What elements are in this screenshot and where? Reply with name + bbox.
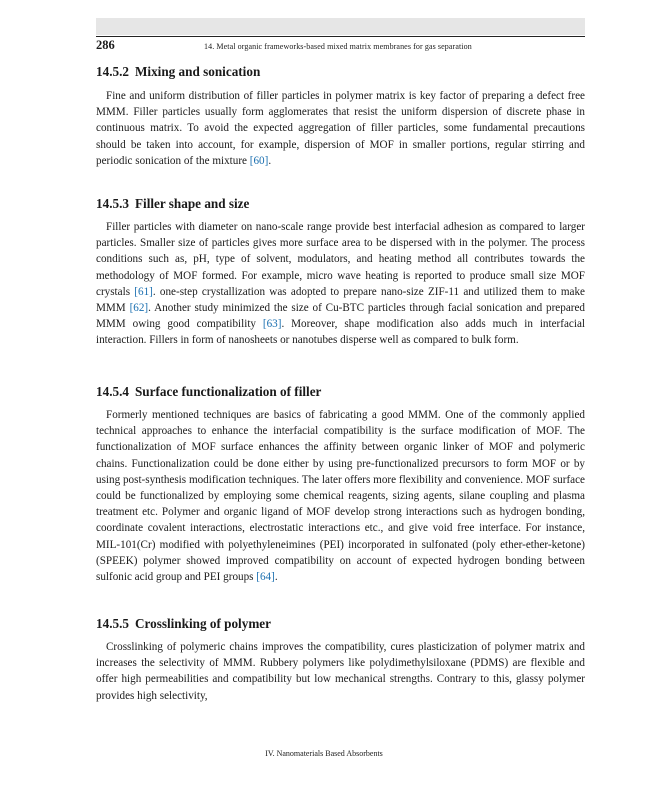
section-number: 14.5.5 xyxy=(96,616,129,631)
page-number: 286 xyxy=(96,38,115,52)
paragraph-text: Fine and uniform distribution of filler particles in polymer matrix is key factor of preparing a defect free MMM. Filler particles usually form agglomerates that resist the uniform dispersion of discrete phase in continuous matrix. To avoid the expected aggregation of filler particles, some fundamental precautions should be taken into account, for example, dispersion of MOF in smaller portions, regular stirring and periodic sonication of the mixture xyxy=(96,90,585,167)
citation-link[interactable]: [62] xyxy=(129,302,149,315)
paragraph-text: . xyxy=(268,154,272,167)
citation-link[interactable]: [61] xyxy=(134,285,153,298)
paragraph-text: Filler particles with diameter on nano-scale range provide best interfacial adhesion as compared to larger particles. Smaller size of particles gives more surface area to be dispersed with in the polymer. The process conditions such as, pH, type of solvent, modulators, and heating method all contributes towards the methodology of MOF formed. For example, micro wave heating is reported to produce small size MOF crystals xyxy=(96,221,585,298)
section-number: 14.5.2 xyxy=(96,64,129,79)
section-heading-crosslinking xyxy=(96,616,271,632)
paragraph-text: Formerly mentioned techniques are basics of fabricating a good MMM. One of the commonly applied technical approaches to enhance the interfacial compatibility is the surface modification of MOF. The functionalization of MOF surface enhances the affinity between organic linker of MOF and polymeric chains. Functionalization could be done either by using pre-functionalized precursors to form MOF or by using post-synthesis modification techniques. The later offers more flexibility and convenience. MOF surface could be functionalized by employing some chemical reagents, sizing agents, silane coupling and plasma treatment etc. Polymer and organic ligand of MOF develop strong interactions such as hydrogen bonding, coordinate covalent interactions, electrostatic interactions etc., and give void free interface. For instance, MIL-101(Cr) modified with polyethyleneimines (PEI) incorporated in sulfonated (poly ether-ether-ketone) (SPEEK) polymer showed improved compatibility on account of expected hydrogen bonding between sulfonic acid group and PEI groups xyxy=(96,409,585,584)
section-number: 14.5.4 xyxy=(96,384,129,399)
paragraph-text: . Moreover, shape modification also adds much in interfacial interaction. Fillers in form of nanosheets or nanotubes disperse well as compared to bulk form. xyxy=(96,318,585,347)
running-title: 14. Metal organic frameworks-based mixed matrix membranes for gas separation xyxy=(204,42,472,51)
section-paragraph xyxy=(96,639,585,704)
header-rule xyxy=(96,36,585,37)
section-title: Filler shape and size xyxy=(134,196,250,211)
paragraph-text: . xyxy=(274,571,278,584)
section-paragraph xyxy=(96,407,585,585)
section-heading-surface-functionalization xyxy=(96,384,321,400)
section-paragraph xyxy=(96,219,585,349)
page-footer: IV. Nanomaterials Based Absorbents xyxy=(265,749,383,758)
section-heading-filler-shape xyxy=(96,196,249,212)
citation-link[interactable]: [60] xyxy=(249,154,269,167)
section-paragraph xyxy=(96,88,585,169)
section-title: Crosslinking of polymer xyxy=(134,616,272,631)
section-heading-mixing xyxy=(96,64,260,80)
citation-link[interactable]: [63] xyxy=(262,318,282,331)
paragraph-text: . one-step crystallization was adopted to prepare nano-size ZIF-11 and utilized them to make MMM xyxy=(96,285,585,315)
section-title: Surface functionalization of filler xyxy=(134,384,322,399)
paragraph-text: Crosslinking of polymeric chains improves the compatibility, cures plasticization of polymer matrix and increases the selectivity of MMM. Rubbery polymers like polydimethylsiloxane (PDMS) are flexible and offer high permeabilities and compatibility but low mechanical strengths. Contrary to this, glassy polymer provides high selectivity, xyxy=(96,641,585,702)
paragraph-text: . Another study minimized the size of Cu-BTC particles through facial sonication and prepared MMM owing good compatibility xyxy=(96,302,585,331)
top-band xyxy=(96,18,585,35)
section-number: 14.5.3 xyxy=(96,196,129,211)
section-title: Mixing and sonication xyxy=(134,64,261,79)
citation-link[interactable]: [64] xyxy=(256,571,275,584)
